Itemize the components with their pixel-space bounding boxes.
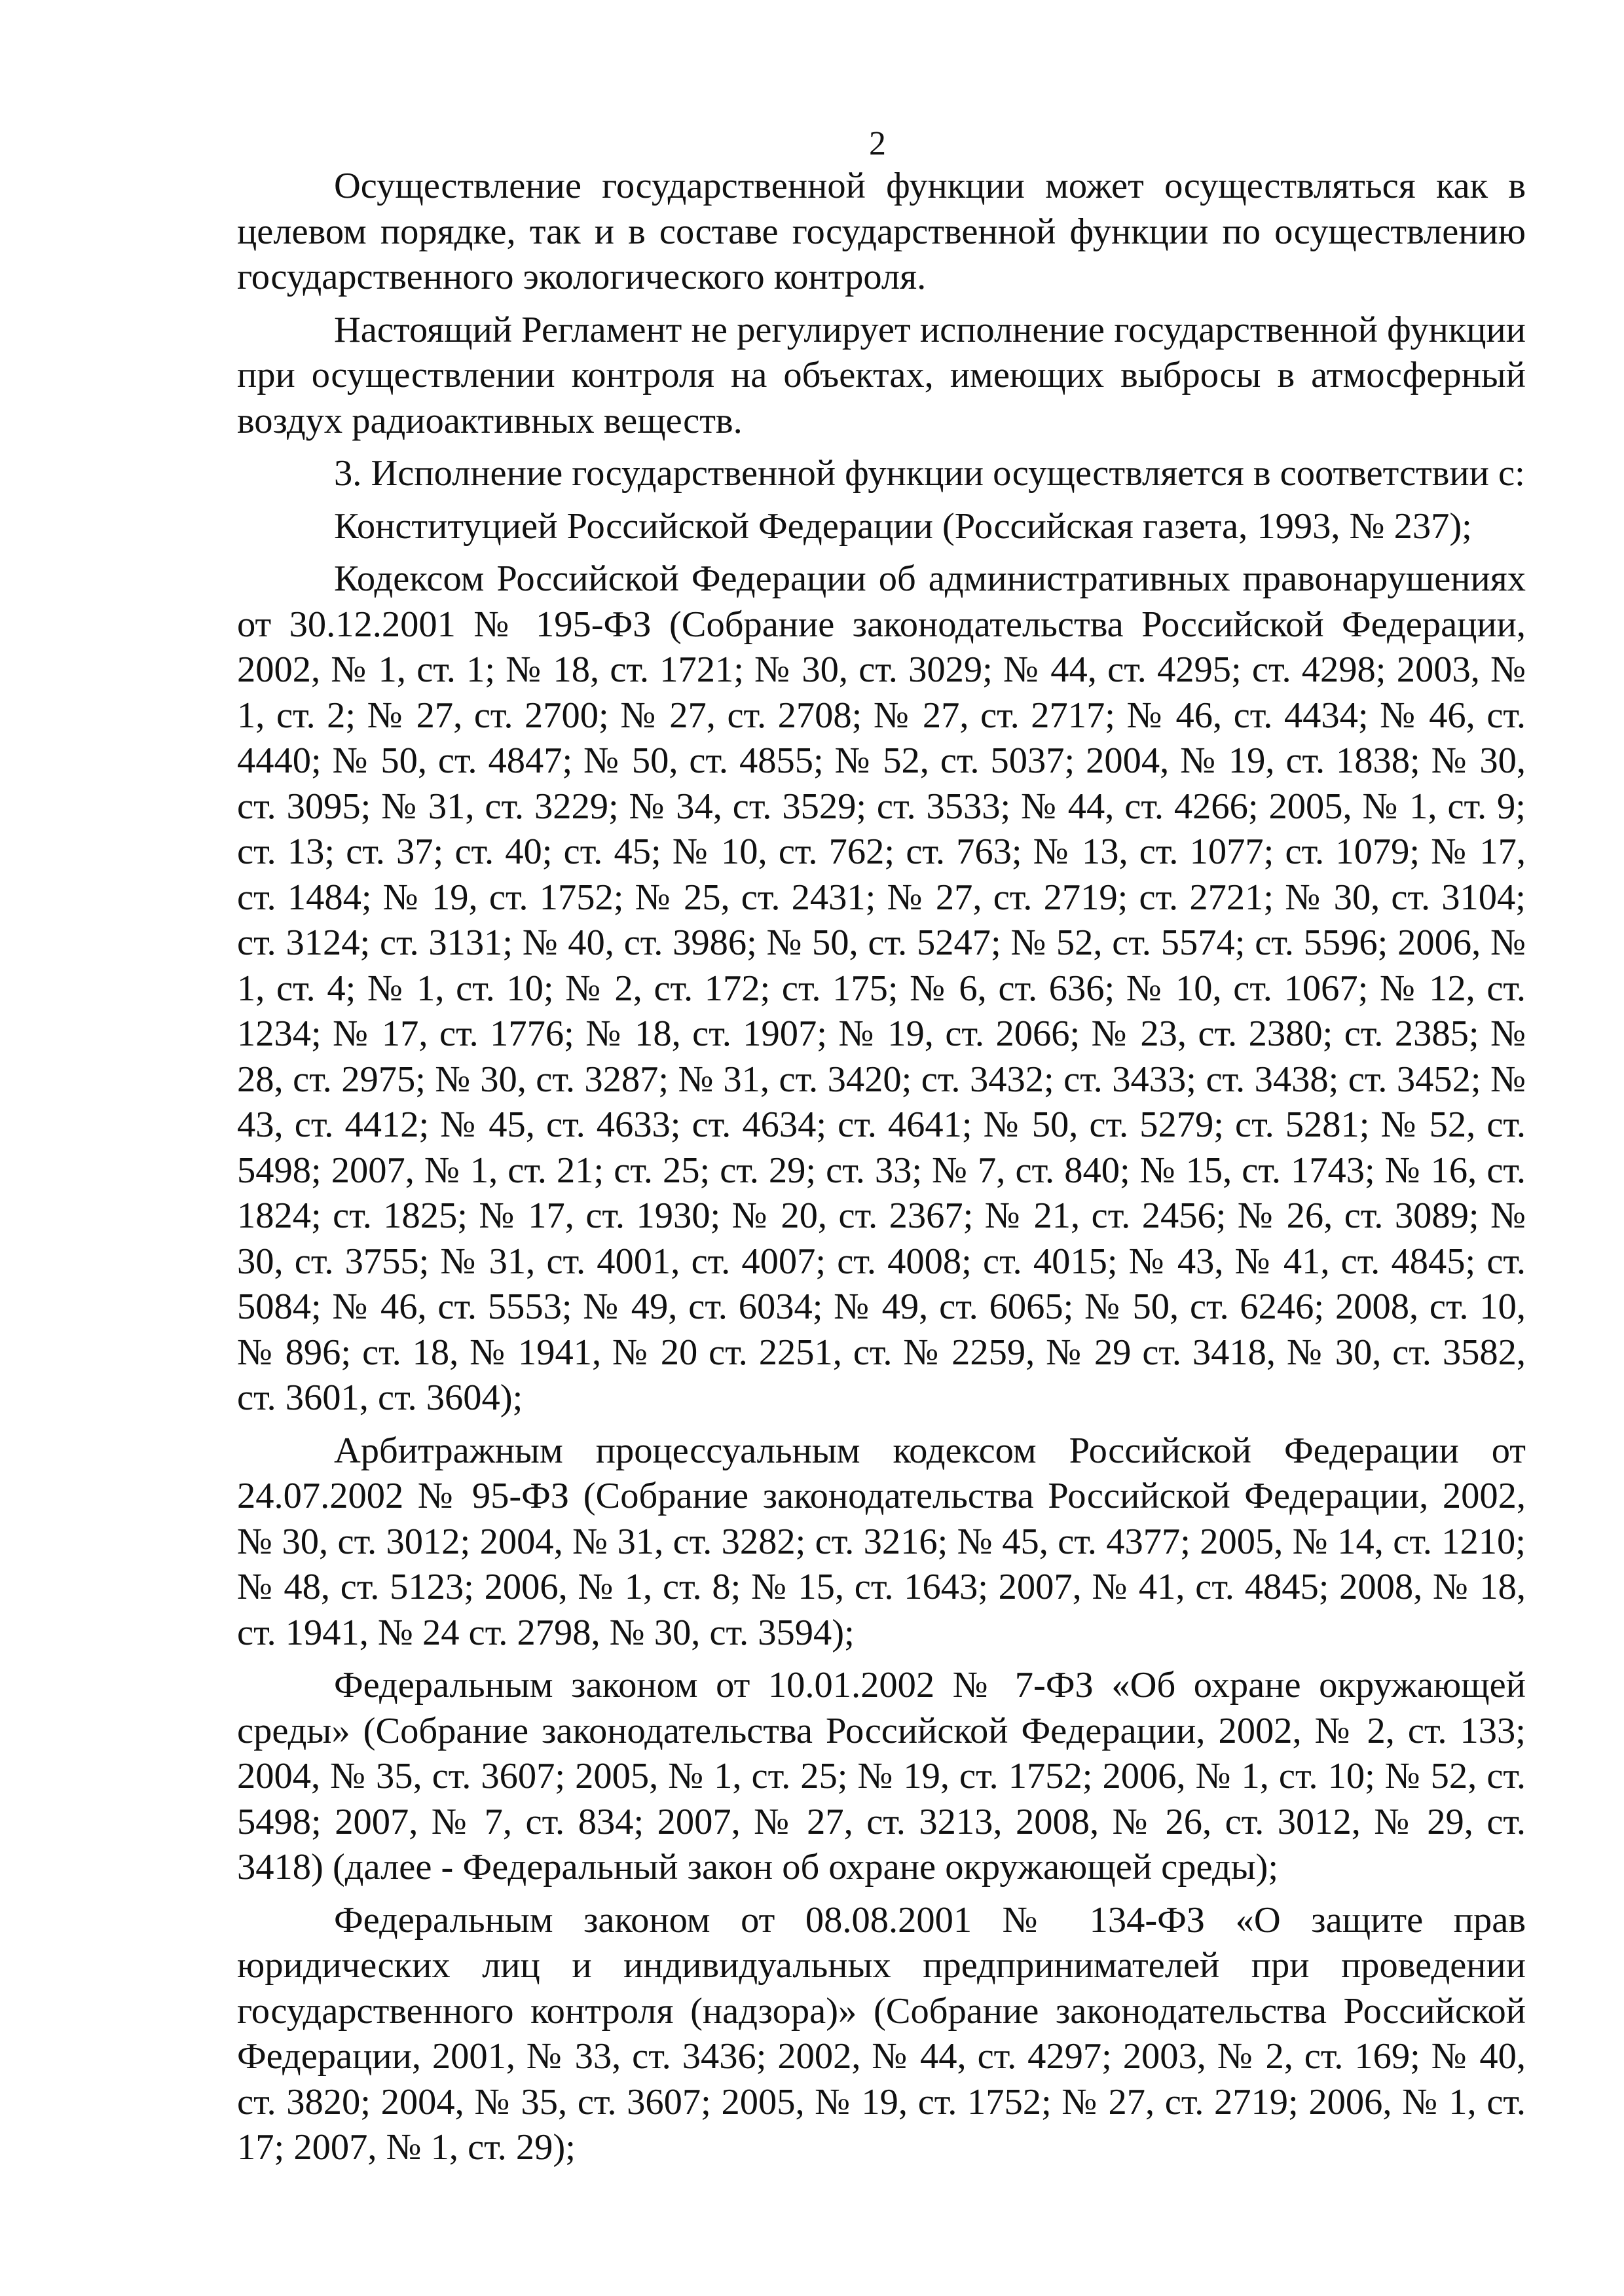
paragraph-constitution: Конституцией Российской Федерации (Российская газета, 1993, № 237);: [334, 505, 1472, 547]
paragraph-administrative-code: Кодексом Российской Федерации об административных правонарушениях от 30.12.2001 № 195-ФЗ (Собрание законодательства Российской Федерации, 2002, № 1, ст. 1; № 18, ст. 1721; № 30, ст. 3029; № 44, ст. 4295; ст. 4298; 2003, № 1, ст. 2; № 27, ст. 2700; № 27, ст. 2708; № 27, ст. 2717; № 46, ст. 4434; № 46, ст. 4440; № 50, ст. 4847; № 50, ст. 4855; № 52, ст. 5037; 2004, № 19, ст. 1838; № 30, ст. 3095; № 31, ст. 3229; № 34, ст. 3529; ст. 3533; № 44, ст. 4266; 2005, № 1, ст. 9; ст. 13; ст. 37; ст. 40; ст. 45; № 10, ст. 762; ст. 763; № 13, ст. 1077; ст. 1079; № 17, ст. 1484; № 19, ст. 1752; № 25, ст. 2431; № 27, ст. 2719; ст. 2721; № 30, ст. 3104; ст. 3124; ст. 3131; № 40, ст. 3986; № 50, ст. 5247; № 52, ст. 5574; ст. 5596; 2006, № 1, ст. 4; № 1, ст. 10; № 2, ст. 172; ст. 175; № 6, ст. 636; № 10, ст. 1067; № 12, ст. 1234; № 17, ст. 1776; № 18, ст. 1907; № 19, ст. 2066; № 23, ст. 2380; ст. 2385; № 28, ст. 2975; № 30, ст. 3287; № 31, ст. 3420; ст. 3432; ст. 3433; ст. 3438; ст. 3452; № 43, ст. 4412; № 45, ст. 4633; ст. 4634; ст. 4641; № 50, ст. 5279; ст. 5281; № 52, ст. 5498; 2007, № 1, ст. 21; ст. 25; ст. 29; ст. 33; № 7, ст. 840; № 15, ст. 1743; № 16, ст. 1824; ст. 1825; № 17, ст. 1930; № 20, ст. 2367; № 21, ст. 2456; № 26, ст. 3089; № 30, ст. 3755; № 31, ст. 4001, ст. 4007; ст. 4008; ст. 4015; № 43, № 41, ст. 4845; ст. 5084; № 46, ст. 5553; № 49, ст. 6034; № 49, ст. 6065; № 50, ст. 6246; 2008, ст. 10, № 896; ст. 18, № 1941, № 20 ст. 2251, ст. № 2259, № 29 ст. 3418, № 30, ст. 3582, ст. 3601, ст. 3604);: [237, 558, 1526, 1418]
paragraph-regulation-exclusion: Настоящий Регламент не регулирует исполнение государственной функции при осуществлении контроля на объектах, имеющих выбросы в атмосферный воздух радиоактивных веществ.: [237, 309, 1526, 441]
paragraph-environmental-law: Федеральным законом от 10.01.2002 № 7-ФЗ «Об охране окружающей среды» (Собрание законодательства Российской Федерации, 2002, № 2, ст. 133; 2004, № 35, ст. 3607; 2005, № 1, ст. 25; № 19, ст. 1752; 2006, № 1, ст. 10; № 52, ст. 5498; 2007, № 7, ст. 834; 2007, № 27, ст. 3213, 2008, № 26, ст. 3012, № 29, ст. 3418) (далее - Федеральный закон об охране окружающей среды);: [237, 1665, 1526, 1887]
paragraph-business-rights-law: Федеральным законом от 08.08.2001 № 134-ФЗ «О защите прав юридических лиц и индивидуальных предпринимателей при проведении государственного контроля (надзора)» (Собрание законодательства Российской Федерации, 2001, № 33, ст. 3436; 2002, № 44, ст. 4297; 2003, № 2, ст. 169; № 40, ст. 3820; 2004, № 35, ст. 3607; 2005, № 19, ст. 1752; № 27, ст. 2719; 2006, № 1, ст. 17; 2007, № 1, ст. 29);: [237, 1899, 1526, 2168]
page-number: 2: [869, 125, 886, 162]
paragraph-function-scope: Осуществление государственной функции может осуществляться как в целевом порядке, так и в составе государственной функции по осуществлению государственного экологического контроля.: [237, 166, 1526, 297]
paragraph-legal-basis-intro: 3. Исполнение государственной функции осуществляется в соответствии с:: [334, 453, 1525, 494]
paragraph-arbitration-code: Арбитражным процессуальным кодексом Российской Федерации от 24.07.2002 № 95-ФЗ (Собрание законодательства Российской Федерации, 2002, № 30, ст. 3012; 2004, № 31, ст. 3282; ст. 3216; № 45, ст. 4377; 2005, № 14, ст. 1210; № 48, ст. 5123; 2006, № 1, ст. 8; № 15, ст. 1643; 2007, № 41, ст. 4845; 2008, № 18, ст. 1941, № 24 ст. 2798, № 30, ст. 3594);: [237, 1430, 1526, 1653]
document-body: [237, 164, 1526, 2178]
